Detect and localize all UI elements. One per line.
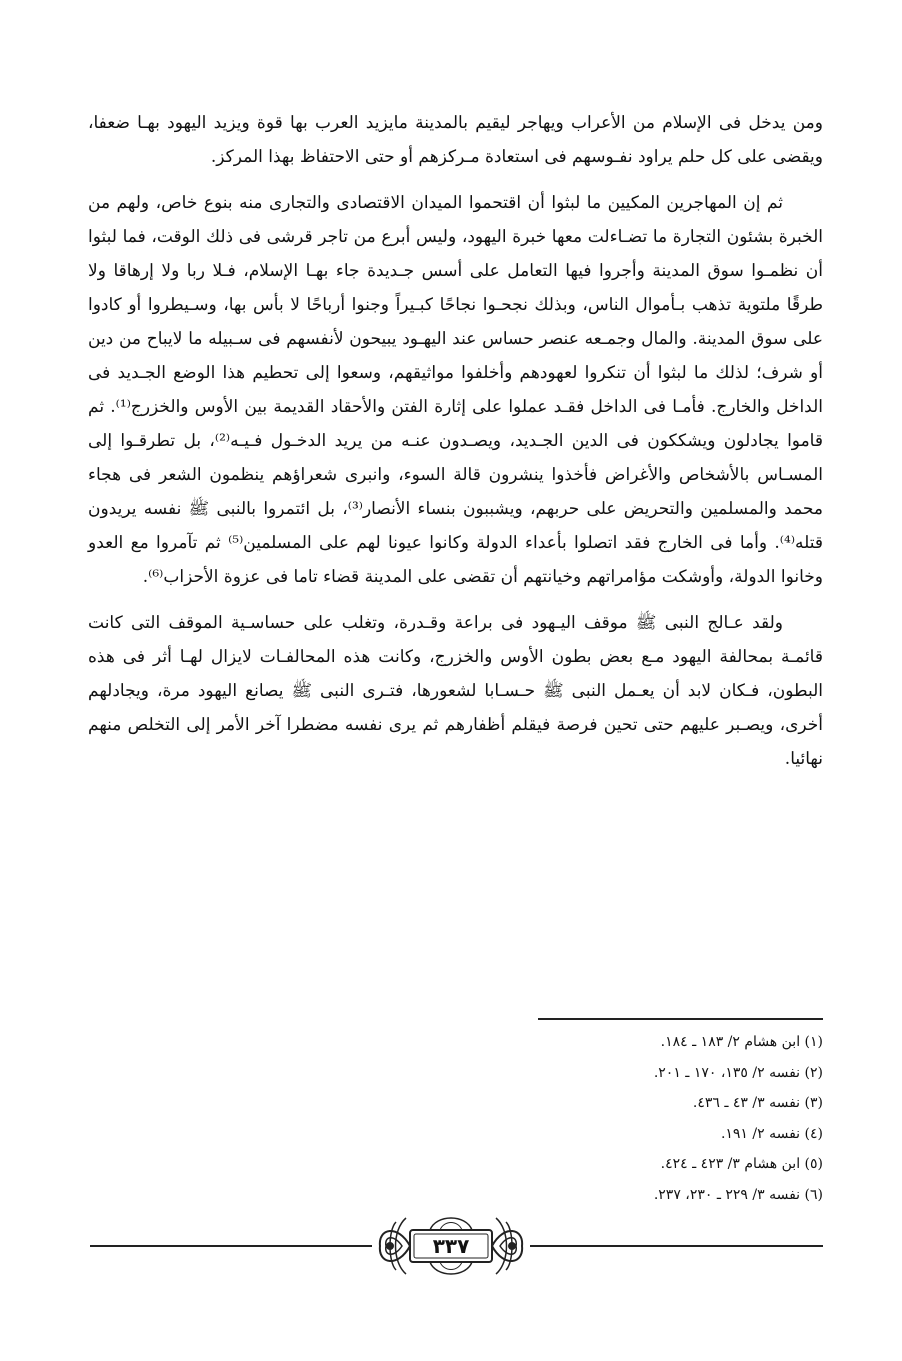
footer-rule-left — [90, 1245, 372, 1247]
footnote-5: (٥) ابن هشام ٣/ ٤٢٣ ـ ٤٢٤. — [660, 1156, 823, 1172]
paragraph-3: ولقد عـالج النبى ﷺ موقف اليـهود فى براعة وقـدرة، وتغلب على حساسـية الموقف التى كانت قائمـة بمحالفة اليهود مـع بعض بطون الأوس والخزرج، وكانت هذه المحالفـات لايزال لهـا أثر فى هذه البطون، فـكان لابد أن يعـمل النبى ﷺ حـسـابا لشعورها، فتـرى النبى ﷺ يصانع اليهود مرة، ويجادلهم أخرى، ويصـبر عليهم حتى تحين فرصة فيقلم أظفارهم ثم يرى نفسه مضطرا آخر الأمر إلى التخلص منهم نهائيا. — [88, 613, 823, 769]
page-number: ٣٣٧ — [432, 1234, 470, 1258]
footnote-separator — [538, 1018, 823, 1020]
paragraph-2: ثم إن المهاجرين المكيين ما لبثوا أن اقتحموا الميدان الاقتصادى والتجارى منه بنوع خاص، ولهم من الخبرة بشئون التجارة ما تضـاءلت معها خبرة اليهود، وليس أبرع من تاجر قرشى فى ذلك الوقت، فما لبثوا أن نظمـوا سوق المدينة وأجروا فيها التعامل على أسس جـديدة جاء بهـا الإسلام، فـلا ربا ولا إرهاقا ولا طرقًا ملتوية تذهب بـأموال الناس، وبذلك نجحـوا نجاحًا كبـيراً وجنوا أرباحًا لا بأس بها، وسـيطروا أو كادوا على سوق المدينة. والمال وجمـعه عنصر حساس عند اليهـود يبيحون لأنفسهم فى سـبيله ما لايباح من دين أو شرف؛ لذلك ما لبثوا أن تنكروا لعهودهم وأخلفوا مواثيقهم، وسعوا إلى تحطيم هذا الوضع الجـديد فى الداخل والخارج. فأمـا فى الداخل فقـد عملوا على إثارة الفتن والأحقاد القديمة بين الأوس والخزرج⁽¹⁾. ثم قاموا يجادلون ويشككون فى الدين الجـديد، ويصـدون عنـه من يريد الدخـول فـيـه⁽²⁾، بل تطرقـوا إلى المسـاس بالأشخاص والأغراض فأخذوا ينشرون قالة السوء، وانبرى شعراؤهم ينظمون الشعر فى هجاء محمد والمسلمين والتحريض على حربهم، ويشببون بنساء الأنصار⁽³⁾، بل ائتمروا بالنبى ﷺ نفسه يريدون قتله⁽⁴⁾. وأما فى الخارج فقد اتصلوا بأعداء الدولة وكانوا عيونا لهم على المسلمين⁽⁵⁾ ثم تآمروا مع العدو وخانوا الدولة، وأوشكت مؤامراتهم وخيانتهم أن تقضى على المدينة قضاء تاما فى عزوة الأحزاب⁽⁶⁾. — [88, 193, 823, 587]
footnote-4: (٤) نفسه ٢/ ١٩١. — [720, 1125, 823, 1142]
footnote-6: (٦) نفسه ٣/ ٢٢٩ ـ ٢٣٠، ٢٣٧. — [653, 1186, 823, 1203]
footnote-3: (٣) نفسه ٣/ ٤٣ ـ ٤٣٦. — [692, 1095, 823, 1111]
footnotes — [460, 1027, 823, 1210]
paragraph-1: ومن يدخل فى الإسلام من الأعراب ويهاجر ليقيم بالمدينة مايزيد العرب بها قوة ويزيد اليهود بهـا ضعفا، ويقضى على كل حلم يراود نفـوسهم فى استعادة مـركزهم أو حتى الاحتفاظ بهذا المركز. — [88, 113, 823, 167]
footnote-1: (١) ابن هشام ٢/ ١٨٣ ـ ١٨٤. — [660, 1034, 823, 1050]
body-text — [88, 106, 823, 788]
footer-rule-right — [530, 1245, 823, 1247]
footnote-2: (٢) نفسه ٢/ ١٣٥، ١٧٠ ـ ٢٠١. — [653, 1064, 823, 1081]
